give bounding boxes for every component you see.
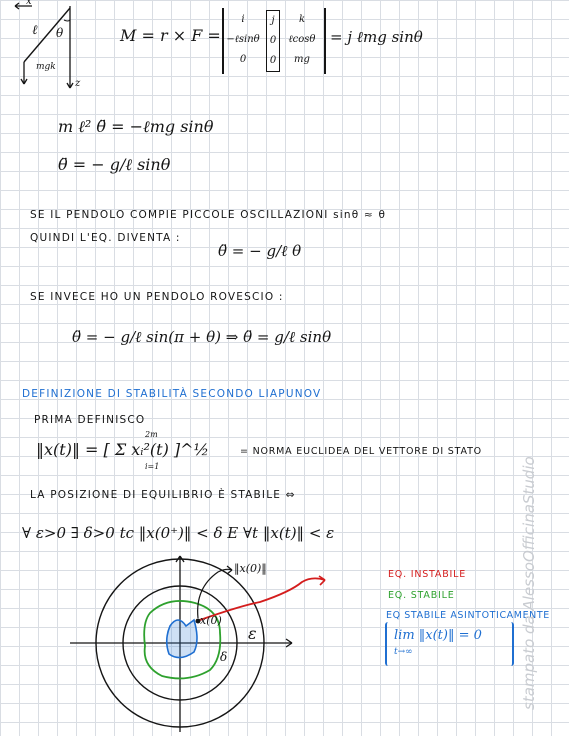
- initial-norm-label: ‖x(0)‖: [234, 562, 267, 575]
- pendulum-label-theta: θ: [56, 26, 64, 40]
- pendulum-label-l: ℓ: [32, 23, 38, 38]
- asymptotic-trajectory: [167, 620, 197, 658]
- sum-upper-limit: 2m: [145, 430, 158, 439]
- legend-stable: EQ. STABILE: [388, 590, 455, 601]
- matrix-cell: ℓcosθ: [288, 34, 316, 45]
- cross-product-matrix: [222, 8, 326, 74]
- small-oscillation-conclusion: QUINDI L'EQ. DIVENTA :: [30, 232, 181, 244]
- pendulum-label-z: z: [75, 78, 81, 89]
- moment-equation: M = r × F =: [120, 26, 221, 45]
- norm-description: = NORMA EUCLIDEA DEL VETTORE DI STATO: [240, 446, 482, 457]
- epsilon-label: ε: [248, 624, 257, 643]
- limit-subscript: t→∞: [394, 647, 413, 657]
- pendulum-label-mg: mgk: [36, 62, 56, 72]
- inverted-pendulum-text: SE INVECE HO UN PENDOLO ROVESCIO :: [30, 291, 284, 303]
- matrix-cell: k: [298, 14, 306, 25]
- matrix-cell: 0: [269, 35, 277, 46]
- matrix-cell: j: [271, 15, 275, 26]
- initial-state-label: x(0): [200, 614, 222, 627]
- matrix-cell: −ℓsinθ: [226, 34, 260, 45]
- watermark: stampato da AlessoOfficinaStudio: [520, 456, 538, 710]
- pendulum-sketch: [10, 0, 120, 95]
- matrix-cell: 0: [269, 55, 277, 66]
- small-oscillation-equation: θ̈ = − g/ℓ θ: [218, 242, 302, 260]
- equation-motion: m ℓ² θ̈ = −ℓmg sinθ: [58, 117, 214, 136]
- matrix-cell: i: [241, 14, 245, 25]
- prima-definisco: PRIMA DEFINISCO: [34, 414, 146, 426]
- lyapunov-heading: DEFINIZIONE DI STABILITÀ SECONDO LIAPUNOV: [22, 388, 322, 400]
- inverted-pendulum-equation: θ̈ = − g/ℓ sin(π + θ) ⇒ θ̈ = g/ℓ sinθ: [72, 328, 332, 346]
- delta-label: δ: [220, 650, 228, 664]
- legend-unstable: EQ. INSTABILE: [388, 569, 467, 580]
- small-oscillation-text: SE IL PENDOLO COMPIE PICCOLE OSCILLAZIONI sinθ ≈ θ: [30, 209, 387, 221]
- norm-equation: ‖x(t)‖ = [ Σ xᵢ²(t) ]^½: [36, 440, 210, 459]
- equilibrium-statement: LA POSIZIONE DI EQUILIBRIO È STABILE ⇔: [30, 489, 296, 501]
- matrix-cell: 0: [239, 54, 247, 65]
- sum-lower-limit: i=1: [145, 462, 160, 471]
- stability-condition: ∀ ε>0 ∃ δ>0 tc ‖x(0⁺)‖ < δ E ∀t ‖x(t)‖ < ε: [22, 524, 335, 542]
- equation-theta-ddot: θ̈ = − g/ℓ sinθ: [58, 155, 171, 174]
- moment-result: = j ℓmg sinθ: [330, 28, 423, 46]
- matrix-cell: mg: [294, 54, 310, 65]
- stability-diagram: [70, 548, 370, 733]
- limit-equation: lim ‖x(t)‖ = 0: [394, 628, 482, 643]
- legend-asymptotic: EQ STABILE ASINTOTICAMENTE: [386, 610, 550, 621]
- pendulum-label-x: x: [26, 0, 32, 7]
